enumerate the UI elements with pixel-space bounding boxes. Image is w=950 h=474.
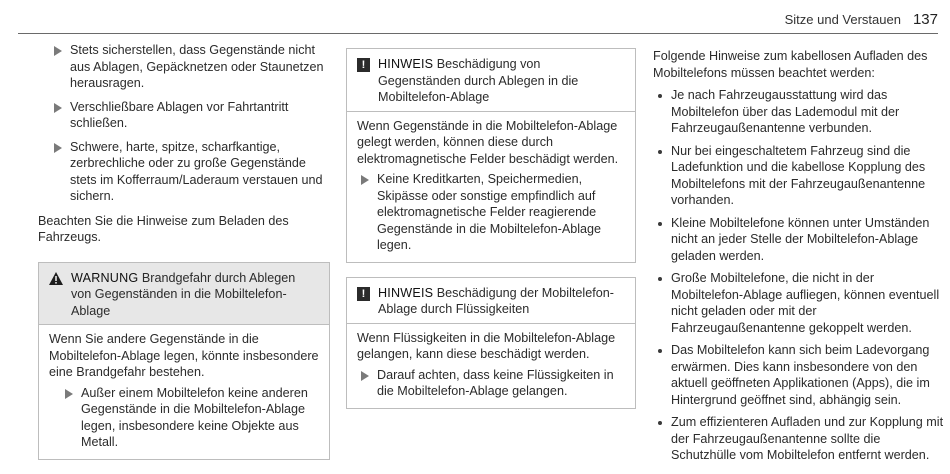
warning-title: Brandgefahr durch Ablegen von Gegenständen in die Mobiltelefon-Ablage <box>71 270 296 318</box>
intro-paragraph: Folgende Hinweise zum kabellosen Aufladen des Mobiltelefons müssen beachtet werden: <box>653 49 928 80</box>
notice-title: Beschädigung der Mobiltelefon-Ablage durch Flüssigkeiten <box>378 285 614 316</box>
triangle-bullet-icon <box>54 143 62 153</box>
warning-body <box>39 325 329 459</box>
triangle-bullet-icon <box>54 46 62 56</box>
charging-notes-list <box>653 87 945 464</box>
triangle-bullet-icon <box>361 175 369 185</box>
notice-box <box>346 48 636 263</box>
instruction-item: Verschließbare Ablagen vor Fahrtantritt schließen. <box>50 99 330 132</box>
notice-action-item: Keine Kreditkarten, Speichermedien, Skipässe oder sonstige empfindlich auf elektromagnetische Felder reagierende Gegenstände in die Mobiltelefon-Ablage legen. <box>357 171 625 254</box>
instruction-item: Stets sicherstellen, dass Gegenstände nicht aus Ablagen, Gepäcknetzen oder Staunetzen herausragen. <box>50 42 330 92</box>
triangle-bullet-icon <box>54 103 62 113</box>
header-rule <box>18 33 938 34</box>
warning-header <box>39 263 329 326</box>
page-header <box>785 11 938 31</box>
paragraph: Beachten Sie die Hinweise zum Beladen des Fahrzeugs. <box>38 213 289 244</box>
list-item: Je nach Fahrzeugausstattung wird das Mobiltelefon über das Lademodul mit der Fahrzeugaußenantenne verbunden. <box>653 87 945 137</box>
warning-text: Wenn Sie andere Gegenstände in die Mobiltelefon-Ablage legen, könnte insbesondere eine Brandgefahr bestehen. <box>49 332 319 379</box>
notice-title: Beschädigung von Gegenständen durch Ablegen in die Mobiltelefon-Ablage <box>378 57 579 104</box>
bullet-dot-icon <box>658 277 662 281</box>
notice-keyword: HINWEIS <box>378 285 434 300</box>
column-right <box>653 48 945 470</box>
warning-action-item: Außer einem Mobiltelefon keine anderen Gegenstände in die Mobiltelefon-Ablage legen, insbesondere keine Objekte aus Metall. <box>61 385 319 451</box>
triangle-bullet-icon <box>361 371 369 381</box>
bullet-dot-icon <box>658 349 662 353</box>
notice-text: Wenn Flüssigkeiten in die Mobiltelefon-Ablage gelangen, kann diese beschädigt werden. <box>357 330 616 361</box>
notice-actions <box>357 367 625 400</box>
page-number: 137 <box>912 11 938 28</box>
notice-header <box>347 278 635 324</box>
warning-keyword: WARNUNG <box>71 270 139 285</box>
warning-box <box>38 262 330 460</box>
triangle-bullet-icon <box>65 389 73 399</box>
exclamation-icon: ! <box>357 287 370 301</box>
notice-header <box>347 49 635 112</box>
section-title: Sitze und Verstauen <box>784 12 901 27</box>
list-item: Kleine Mobiltelefone können unter Umständen nicht an jeder Stelle der Mobiltelefon-Ablage geladen werden. <box>653 215 945 265</box>
list-item: Nur bei eingeschaltetem Fahrzeug sind die Ladefunktion und die kabellose Kopplung des Mobiltelefons mit der Fahrzeugaußenantenne vorhanden. <box>653 143 945 209</box>
bullet-dot-icon <box>658 94 662 98</box>
column-left <box>38 42 330 474</box>
notice-keyword: HINWEIS <box>378 57 434 71</box>
warning-actions <box>61 385 319 451</box>
notice-actions <box>357 171 625 254</box>
bullet-dot-icon <box>658 150 662 154</box>
column-middle <box>346 48 636 423</box>
list-item: Große Mobiltelefone, die nicht in der Mobiltelefon-Ablage aufliegen, können eventuell nicht geladen oder mit der Fahrzeugaußenantenne gekoppelt werden. <box>653 270 945 336</box>
list-item: Das Mobiltelefon kann sich beim Ladevorgang erwärmen. Dies kann insbesondere von den aktuell geöffneten Applikationen (Apps), die im Hintergrund geöffnet sind, abhängig sein. <box>653 342 945 408</box>
notice-action-item: Darauf achten, dass keine Flüssigkeiten in die Mobiltelefon-Ablage gelangen. <box>357 367 625 400</box>
exclamation-icon: ! <box>357 58 370 72</box>
notice-body <box>347 324 635 408</box>
bullet-dot-icon <box>658 421 662 425</box>
instruction-list <box>50 42 330 205</box>
list-item: Zum effizienteren Aufladen und zur Kopplung mit der Fahrzeugaußenantenne sollte die Schutzhülle vom Mobiltelefon entfernt werden. <box>653 414 945 464</box>
notice-box <box>346 277 636 409</box>
notice-body <box>347 112 635 262</box>
warning-triangle-icon <box>49 272 63 285</box>
instruction-item: Schwere, harte, spitze, scharfkantige, zerbrechliche oder zu große Gegenstände stets im Kofferraum/Laderaum verstauen und sichern. <box>50 139 330 205</box>
bullet-dot-icon <box>658 222 662 226</box>
notice-text: Wenn Gegenstände in die Mobiltelefon-Ablage gelegt werden, können diese durch elektromagnetische Felder beschädigt werden. <box>357 118 619 166</box>
